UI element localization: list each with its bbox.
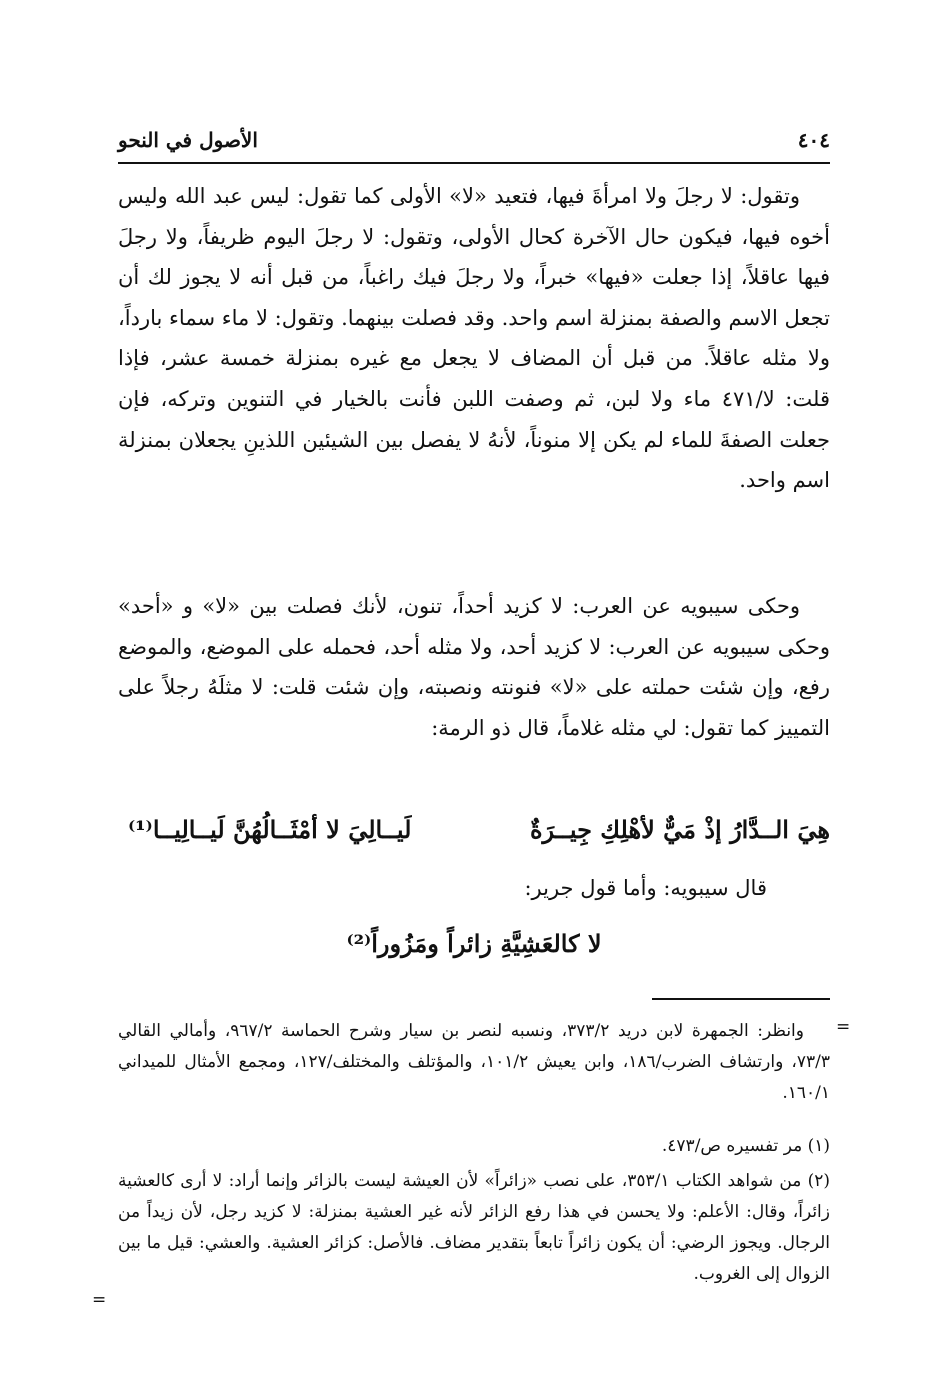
verse-second-hemistich: لَيــالِيَ لا أمْثَــالُهُنَّ لَيــالِيــا⁽¹⁾ xyxy=(128,815,412,844)
poetry-verse-1 xyxy=(118,808,830,852)
header-rule xyxy=(118,162,830,164)
page-number: ٤٠٤ xyxy=(797,128,830,152)
continuation-mark-top: = xyxy=(836,1017,851,1037)
footnote-1: (١) مر تفسيره ص/٤٧٣. xyxy=(661,1136,830,1156)
paragraph-2: وحكى سيبويه عن العرب: لا كزيد أحداً، تنون، لأنك فصلت بين «لا» و «أحد» وحكى سيبويه عن العرب: لا كزيد أحد، ولا مثله أحد، فحمله على الموضع، والموضع رفع، وإن شئت حملته على «لا» فنونته ونصبته، وإن شئت قلت: لا مثلَهُ رجلاً على التمييز كما تقول: لي مثله غلاماً، قال ذو الرمة: xyxy=(118,594,830,740)
paragraph-1: وتقول: لا رجلَ ولا امرأةَ فيها، فتعيد «لا» الأولى كما تقول: ليس عبد الله وليس أخوه فيها، فيكون حال الآخرة كحال الأولى، وتقول: لا رجلَ اليوم ظريفاً، ولا رجلَ فيها عاقلاً، إذا جعلت «فيها» خبراً، ولا رجلَ فيك راغباً، من قبل أنه لا يجوز لك أن تجعل الاسم والصفة بمنزلة اسم واحد. وقد فصلت بينهما. وتقول: لا ماء سماء بارداً، ولا مثله عاقلاً. من قبل أن المضاف لا يجعل مع غيره بمنزلة خمسة عشر، فإذا قلت: لا/٤٧١ ماء ولا لبن، ثم وصفت اللبن فأنت بالخيار في التنوين وتركه، فإن جعلت الصفةَ للماء لم يكن إلا منوناً، لأنهُ لا يفصل بين الشيئين اللذينِ يجعلان بمنزلة اسم واحد. xyxy=(118,184,830,493)
footnote-continued: وانظر: الجمهرة لابن دريد ٣٧٣/٢، ونسبه لنصر بن سيار وشرح الحماسة ٩٦٧/٢، وأمالي القالي ٧٣/٣، وارتشاف الضرب/١٨٦، وابن يعيش ١٠١/٢، والمؤتلف والمختلف/١٢٧، ومجمع الأمثال للميداني ١٦٠/١. xyxy=(118,1021,830,1103)
footnote-2: (٢) من شواهد الكتاب ٣٥٣/١، على نصب «زائراً» لأن العيشة ليست بالزائر وإنما أراد: لا أرى كالعشية زائراً، وقال: الأعلم: ولا يحسن في هذا رفع الزائر لأنه غير العشية بمنزلة: لا كزيد رجل، لأن زيداً من الرجال. ويجوز الرضي: أن يكون زائراً تابعاً بتقدير مضاف. فالأصل: كزائر العشية. والعشي: قيل ما بين الزوال إلى الغروب. xyxy=(118,1171,830,1284)
poetry-verse-2: لا كالعَشِيَّةِ زائراً ومَزُوراً⁽²⁾ xyxy=(346,929,602,958)
continuation-mark-bottom: = xyxy=(92,1290,107,1310)
book-title: الأصول في النحو xyxy=(118,128,258,152)
quote-intro: قال سيبويه: وأما قول جرير: xyxy=(524,876,767,900)
page-header xyxy=(118,128,830,158)
footnote-separator xyxy=(652,998,830,1000)
verse-first-hemistich: هِيَ الــدَّارُ إذْ مَيٌّ لأهْلِكِ جِيــرَةٌ xyxy=(529,815,830,844)
